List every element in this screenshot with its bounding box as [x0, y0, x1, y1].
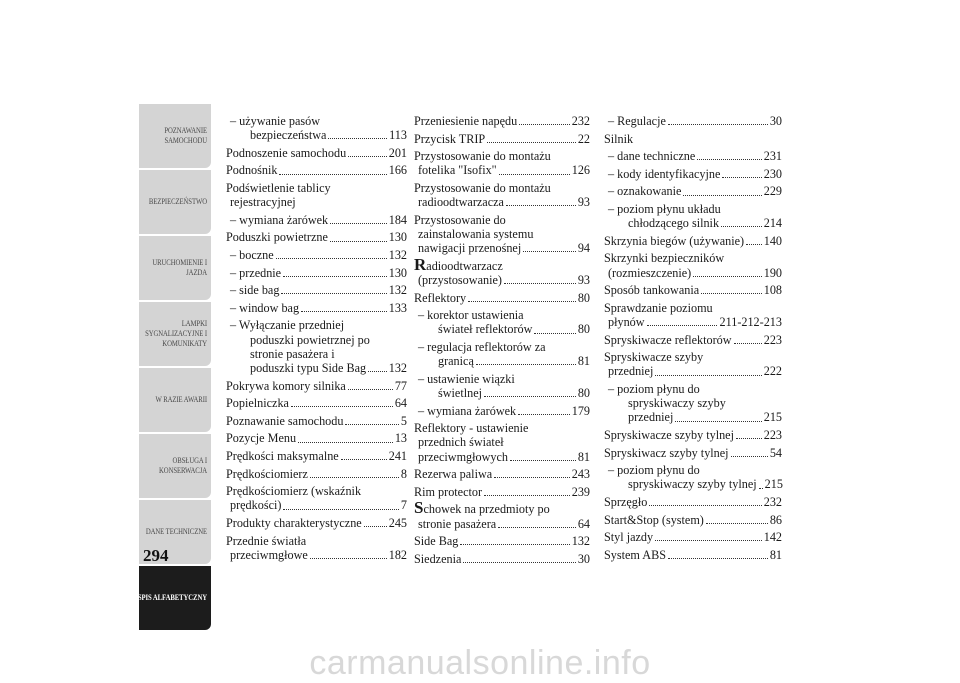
index-entry[interactable] — [226, 534, 407, 562]
index-entry-text: Prędkościomierz — [226, 466, 308, 481]
index-entry-page: 93 — [577, 272, 590, 287]
index-entry-text: – boczne — [230, 247, 274, 262]
index-entry[interactable] — [226, 146, 407, 160]
index-entry-text: zainstalowania systemu — [418, 226, 534, 241]
dot-leader — [697, 149, 761, 160]
index-entry[interactable] — [414, 534, 590, 548]
dot-leader — [534, 322, 575, 333]
dot-leader — [364, 516, 387, 527]
dot-leader — [518, 404, 570, 415]
index-entry-page: 8 — [400, 466, 407, 481]
index-entry-page: 232 — [763, 494, 782, 509]
index-entry[interactable] — [226, 163, 407, 177]
index-entry-text: Sprawdzanie poziomu — [604, 300, 713, 315]
dot-leader — [330, 230, 387, 241]
index-entry-page: 223 — [763, 332, 782, 347]
index-entry[interactable] — [414, 308, 590, 336]
index-entry-text: – poziom płynu do — [608, 381, 700, 396]
index-entry-text: System ABS — [604, 547, 666, 562]
index-entry-page: 86 — [769, 512, 782, 527]
index-entry-text: Przeniesienie napędu — [414, 114, 518, 128]
dot-leader — [291, 396, 393, 407]
index-entry[interactable] — [414, 132, 590, 146]
index-entry-text: Sposób tankowania — [604, 283, 700, 298]
index-entry[interactable] — [604, 283, 782, 297]
index-entry-text: – poziom płynu układu — [608, 201, 721, 216]
tab-bezpieczenstwo[interactable] — [139, 170, 211, 234]
index-column-3 — [604, 114, 782, 565]
index-entry-text: Popielniczka — [226, 396, 289, 411]
tab-label: DANE TECHNICZNE — [145, 527, 207, 536]
index-entry-text: – side bag — [230, 283, 280, 298]
index-entry-page: 132 — [571, 534, 590, 549]
tab-label: SPIS ALFABETYCZNY — [137, 593, 207, 602]
index-entry[interactable] — [604, 333, 782, 347]
index-entry-page: 179 — [571, 403, 590, 418]
watermark: carmanualsonline.info — [309, 644, 651, 682]
index-entry[interactable] — [226, 248, 407, 262]
index-entry-page: 215 — [763, 410, 782, 425]
dot-leader — [649, 495, 761, 506]
index-entry-text: – wymiana żarówek — [230, 212, 329, 227]
index-entry[interactable] — [414, 372, 590, 400]
index-entry-text: Schowek na przedmioty po — [414, 498, 550, 518]
index-entry-page: 22 — [577, 131, 590, 146]
tab-obsluga-i-konserwacja[interactable] — [139, 434, 211, 498]
dot-leader — [348, 146, 387, 157]
index-entry-text: Podświetlenie tablicy — [226, 180, 331, 195]
index-entry-page: 132 — [388, 360, 407, 375]
index-entry-text: Przystosowanie do montażu — [414, 180, 551, 195]
index-entry-text: Poznawanie samochodu — [226, 413, 344, 428]
dot-leader — [276, 248, 387, 259]
index-entry-page: 190 — [763, 265, 782, 280]
index-entry-text: przedniej — [628, 410, 674, 425]
index-entry-page: 130 — [388, 265, 407, 280]
index-entry[interactable] — [226, 414, 407, 428]
dot-leader — [504, 273, 576, 284]
index-entry-text: Spryskiwacze szyby tylnej — [604, 427, 734, 442]
tab-label: LAMPKI SYGNALIZACYJNE I KOMUNIKATY — [145, 319, 207, 348]
index-entry[interactable] — [414, 467, 590, 481]
index-entry-text: fotelika "Isofix" — [418, 163, 497, 178]
dot-leader — [668, 114, 768, 125]
index-entry-text: Przednie światła — [226, 533, 307, 548]
dot-leader — [345, 414, 398, 425]
index-entry[interactable] — [226, 283, 407, 297]
index-entry-text: Side Bag — [414, 534, 459, 549]
index-entry-text: Rezerwa paliwa — [414, 467, 493, 482]
index-entry-text: poduszki powietrznej po — [250, 332, 370, 347]
index-entry[interactable] — [604, 463, 782, 491]
index-entry-page: 77 — [394, 378, 407, 393]
index-entry-page: 126 — [571, 163, 590, 178]
index-entry-text: – window bag — [230, 300, 300, 315]
dot-leader — [281, 283, 386, 294]
index-entry-page: 182 — [388, 547, 407, 562]
index-entry-text: rejestracyjnej — [230, 195, 296, 210]
index-entry-text: przedniej — [608, 364, 654, 379]
index-entry-page: 142 — [763, 530, 782, 545]
index-entry-page: 241 — [388, 448, 407, 463]
index-entry-page: 229 — [763, 184, 782, 199]
index-entry-text: Spryskiwacz szyby tylnej — [604, 445, 729, 460]
dot-leader — [279, 163, 386, 174]
index-entry[interactable] — [226, 301, 407, 315]
index-entry[interactable] — [604, 548, 782, 562]
index-entry-page: 80 — [577, 290, 590, 305]
dot-leader — [328, 128, 387, 139]
index-entry[interactable] — [414, 421, 590, 464]
index-entry-page: 215 — [764, 477, 783, 492]
index-entry-page: 80 — [577, 385, 590, 400]
index-entry[interactable] — [604, 202, 782, 230]
index-entry-page: 81 — [577, 354, 590, 369]
dot-leader — [668, 548, 768, 559]
index-entry-text: (rozmieszczenie) — [608, 265, 692, 280]
dot-leader — [647, 315, 718, 326]
index-entry-text: Skrzynia biegów (używanie) — [604, 233, 745, 248]
index-entry-page: 231 — [763, 149, 782, 164]
index-entry[interactable] — [414, 340, 590, 368]
dot-leader — [341, 449, 387, 460]
dot-leader — [283, 266, 387, 277]
index-entry-text: świateł reflektorów — [438, 322, 533, 337]
index-entry[interactable] — [414, 291, 590, 305]
index-entry-page: 243 — [571, 467, 590, 482]
dot-leader — [519, 114, 570, 125]
index-entry-page: 132 — [388, 283, 407, 298]
index-entry[interactable] — [604, 301, 782, 329]
index-entry[interactable] — [604, 251, 782, 279]
index-entry[interactable] — [226, 484, 407, 512]
index-entry-text: – kody identyfikacyjne — [608, 166, 721, 181]
index-entry-text: Spryskiwacze szyby — [604, 350, 704, 365]
index-entry-text: Poduszki powietrzne — [226, 230, 328, 245]
index-entry-page: 94 — [577, 241, 590, 256]
index-entry[interactable] — [604, 530, 782, 544]
index-entry[interactable] — [604, 495, 782, 509]
dot-leader — [298, 431, 393, 442]
index-entry-text: – poziom płynu do — [608, 463, 700, 478]
index-entry-text: spryskiwaczy szyby — [628, 396, 726, 411]
tab-uruchomienie-i-jazda[interactable] — [139, 236, 211, 300]
index-entry-text: Skrzynki bezpieczników — [604, 251, 725, 266]
index-entry[interactable] — [226, 449, 407, 463]
dot-leader — [310, 548, 387, 559]
index-entry-text: Radioodtwarzacz — [414, 254, 503, 274]
dot-leader — [368, 361, 387, 372]
index-entry-text: stronie pasażera i — [250, 346, 335, 361]
dot-leader — [348, 379, 393, 390]
index-entry-page: 81 — [769, 547, 782, 562]
index-entry[interactable] — [226, 266, 407, 280]
index-column-1 — [226, 114, 407, 565]
dot-leader — [487, 132, 576, 143]
index-entry-text: poduszki typu Side Bag — [250, 360, 367, 375]
index-entry-page: 166 — [388, 163, 407, 178]
index-entry-text: Przystosowanie do montażu — [414, 149, 551, 164]
dot-leader — [683, 184, 761, 195]
index-entry-text: przednich świateł — [418, 435, 504, 450]
tab-spis-alfabetyczny[interactable] — [139, 566, 211, 630]
index-entry[interactable] — [604, 513, 782, 527]
index-entry-text: – oznakowanie — [608, 184, 682, 199]
dot-leader — [484, 485, 570, 496]
index-entry-text: Start&Stop (system) — [604, 512, 704, 527]
index-entry-text: stronie pasażera — [418, 516, 497, 531]
index-entry-page: 140 — [763, 233, 782, 248]
index-entry-text: bezpieczeństwa — [250, 128, 327, 143]
index-entry-text: Sprzęgło — [604, 494, 648, 509]
index-entry-text: Spryskiwacze reflektorów — [604, 332, 732, 347]
dot-leader — [721, 216, 762, 227]
index-entry[interactable] — [604, 167, 782, 181]
index-entry[interactable] — [226, 230, 407, 244]
index-entry-page: 64 — [394, 396, 407, 411]
index-entry-page: 232 — [571, 114, 590, 128]
dot-leader — [675, 410, 761, 421]
index-entry-text: Siedzenia — [414, 551, 462, 566]
dot-leader — [759, 477, 763, 488]
index-entry[interactable] — [604, 234, 782, 248]
index-entry-text: spryskiwaczy szyby tylnej — [628, 477, 757, 492]
index-entry-page: 30 — [577, 551, 590, 566]
dot-leader — [746, 234, 762, 245]
index-entry-text: – wymiana żarówek — [418, 403, 517, 418]
index-entry-text: radioodtwarzacza — [418, 195, 504, 210]
dot-leader — [499, 163, 570, 174]
index-entry[interactable] — [414, 552, 590, 566]
index-entry-text: Podnoszenie samochodu — [226, 145, 347, 160]
index-entry-text: nawigacji przenośnej — [418, 241, 522, 256]
index-entry[interactable] — [226, 379, 407, 393]
index-entry[interactable] — [414, 213, 590, 256]
dot-leader — [655, 530, 762, 541]
index-entry-page: 54 — [769, 445, 782, 460]
dot-leader — [523, 241, 576, 252]
page-number: 294 — [143, 546, 169, 565]
dot-leader — [484, 386, 576, 397]
index-entry-page: 30 — [769, 114, 782, 128]
index-entry-text: Rim protector — [414, 484, 483, 499]
index-column-2 — [414, 114, 590, 569]
dot-leader — [468, 291, 576, 302]
index-entry-text: Reflektory — [414, 290, 467, 305]
index-entry-text: płynów — [608, 314, 645, 329]
index-entry-text: – Regulacje — [608, 114, 666, 128]
index-entry[interactable] — [604, 350, 782, 378]
index-entry[interactable] — [604, 149, 782, 163]
index-entry-page: 245 — [388, 515, 407, 530]
index-entry-text: Silnik — [604, 131, 634, 146]
index-entry-text: – korektor ustawienia — [418, 308, 524, 323]
dot-leader — [722, 167, 761, 178]
tab-poznawanie-samochodu[interactable] — [139, 104, 211, 168]
index-entry[interactable] — [226, 213, 407, 227]
index-entry[interactable] — [604, 114, 782, 128]
index-entry-text: – Wyłączanie przedniej — [230, 318, 345, 333]
tab-lampki-sygnalizacyjne[interactable] — [139, 302, 211, 366]
index-entry-page: 80 — [577, 322, 590, 337]
dot-leader — [494, 467, 570, 478]
index-entry-text: Produkty charakterystyczne — [226, 515, 362, 530]
index-entry-text: Pozycje Menu — [226, 431, 297, 446]
dot-leader — [463, 552, 575, 563]
index-entry-page: 64 — [577, 516, 590, 531]
dot-leader — [476, 354, 576, 365]
index-entry-page: 201 — [388, 145, 407, 160]
index-entry[interactable] — [604, 184, 782, 198]
index-entry[interactable] — [414, 149, 590, 177]
tab-label: OBSŁUGA I KONSERWACJA — [159, 456, 207, 475]
tab-label: BEZPIECZEŃSTWO — [148, 197, 207, 206]
index-entry-page: 230 — [763, 166, 782, 181]
dot-leader — [734, 333, 762, 344]
index-entry[interactable] — [604, 132, 782, 146]
index-entry[interactable] — [226, 431, 407, 445]
index-entry[interactable] — [414, 181, 590, 209]
index-entry[interactable] — [414, 114, 590, 128]
index-entry-page: 222 — [763, 364, 782, 379]
index-entry[interactable] — [226, 467, 407, 481]
index-entry-text: Przystosowanie do — [414, 212, 506, 227]
index-entry[interactable] — [414, 404, 590, 418]
index-entry-text: granicą — [438, 354, 474, 369]
dot-leader — [706, 513, 768, 524]
index-entry[interactable] — [604, 428, 782, 442]
index-entry[interactable] — [226, 516, 407, 530]
index-entry-text: Podnośnik — [226, 163, 278, 178]
index-entry-text: Prędkościomierz (wskaźnik — [226, 484, 362, 499]
dot-leader — [498, 517, 576, 528]
index-entry-text: Pokrywa komory silnika — [226, 378, 346, 393]
dot-leader — [736, 428, 762, 439]
index-entry-text: chłodzącego silnik — [628, 216, 720, 231]
index-entry-page: 81 — [577, 449, 590, 464]
index-entry-text: Styl jazdy — [604, 530, 654, 545]
dot-leader — [655, 364, 761, 375]
index-entry[interactable] — [226, 114, 407, 142]
dot-leader — [283, 498, 398, 509]
index-entry-page: 13 — [394, 431, 407, 446]
dot-leader — [301, 301, 387, 312]
index-entry-text: Reflektory - ustawienie — [414, 421, 529, 436]
index-entry-page: 211-212-213 — [719, 314, 782, 329]
index-entry[interactable] — [414, 485, 590, 499]
index-entry-page: 108 — [763, 283, 782, 298]
index-entry-text: – dane techniczne — [608, 149, 696, 164]
index-entry-text: (przystosowanie) — [418, 272, 502, 287]
tab-w-razie-awarii[interactable] — [139, 368, 211, 432]
index-entry-page: 214 — [763, 216, 782, 231]
index-entry-text: przeciwmgłowych — [418, 449, 509, 464]
index-entry[interactable] — [414, 254, 590, 287]
dot-leader — [330, 213, 387, 224]
index-entry-page: 133 — [388, 300, 407, 315]
index-entry[interactable] — [604, 446, 782, 460]
dot-leader — [693, 266, 761, 277]
index-entry[interactable] — [226, 396, 407, 410]
index-entry[interactable] — [226, 318, 407, 375]
index-entry-page: 184 — [388, 212, 407, 227]
index-entry-text: – regulacja reflektorów za — [418, 339, 546, 354]
index-entry-page: 113 — [389, 128, 407, 143]
index-entry-page: 7 — [400, 498, 407, 513]
index-entry-page: 239 — [571, 484, 590, 499]
index-entry[interactable] — [414, 498, 590, 531]
index-entry-text: – przednie — [230, 265, 282, 280]
dot-leader — [506, 195, 576, 206]
index-entry-text: Przycisk TRIP — [414, 131, 486, 146]
index-entry[interactable] — [226, 181, 407, 209]
index-entry-text: przeciwmgłowe — [230, 547, 308, 562]
index-entry-text: – ustawienie wiązki — [418, 371, 515, 386]
index-entry-text: – używanie pasów — [230, 114, 321, 128]
dot-leader — [460, 534, 569, 545]
dot-leader — [731, 446, 768, 457]
tab-label: POZNAWANIE SAMOCHODU — [164, 126, 207, 145]
index-entry-text: świetlnej — [438, 385, 483, 400]
dot-leader — [701, 283, 762, 294]
index-entry-page: 132 — [388, 247, 407, 262]
index-entry-page: 130 — [388, 230, 407, 245]
index-entry-page: 5 — [400, 413, 407, 428]
index-entry[interactable] — [604, 382, 782, 425]
tab-label: W RAZIE AWARII — [155, 395, 207, 404]
index-entry-page: 93 — [577, 195, 590, 210]
dot-leader — [510, 450, 576, 461]
index-entry-text: prędkości) — [230, 498, 282, 513]
dot-leader — [310, 467, 399, 478]
tab-label: URUCHOMIENIE I JAZDA — [152, 258, 207, 277]
index-entry-text: Prędkości maksymalne — [226, 448, 339, 463]
index-entry-page: 223 — [763, 427, 782, 442]
